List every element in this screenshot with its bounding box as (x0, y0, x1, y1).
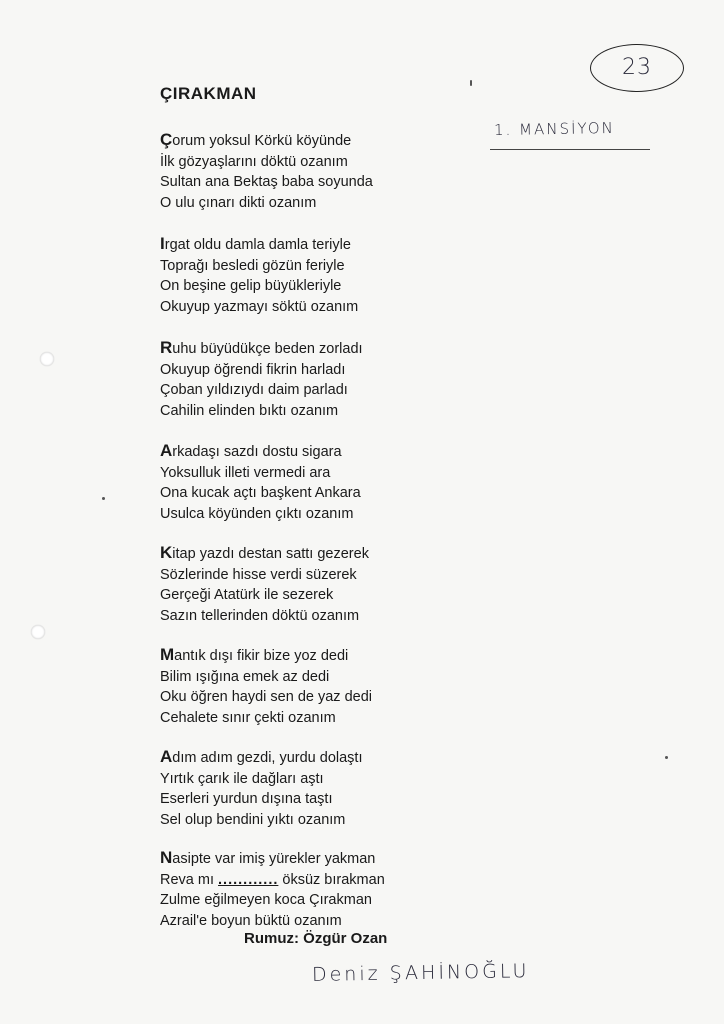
line-text: öksüz bırakman (278, 871, 385, 888)
poem-line: Sultan ana Bektaş baba soyunda (160, 174, 373, 190)
poem-line: Sel olup bendini yıktı ozanım (160, 811, 346, 828)
line-text: antık dışı fikir bize yoz dedi (174, 648, 349, 664)
stanza (160, 848, 385, 931)
poem-line: Oku öğren haydi sen de yaz dedi (160, 689, 372, 705)
poem-line (160, 848, 385, 870)
stanza-initial: M (160, 645, 175, 664)
award-note: 1. MANSİYON (493, 118, 615, 140)
stanza-initial: Ç (160, 130, 173, 149)
poem-line: Cahilin elinden bıktı ozanım (160, 402, 339, 419)
paper-speck (665, 756, 668, 759)
line-text: rkadaşı sazdı dostu sigara (172, 444, 342, 460)
stanza (160, 747, 363, 830)
poem-line: İlk gözyaşlarını döktü ozanım (160, 153, 348, 170)
signature: Deniz ŞAHİNOĞLU (311, 960, 530, 986)
poem-line (160, 338, 363, 360)
poem-line: Çoban yıldızıydı daim parladı (160, 382, 348, 398)
poem-line: Sazın tellerinden döktü ozanım (160, 607, 360, 624)
stanza (160, 338, 363, 421)
line-text: orum yoksul Körkü köyünde (172, 133, 352, 149)
poem-line: On beşine gelip büyükleriyle (160, 278, 342, 294)
pseudonym: Rumuz: Özgür Ozan (244, 930, 388, 947)
stanza-initial: I (160, 234, 165, 253)
line-text: itap yazdı destan sattı gezerek (172, 546, 369, 562)
poem-line: Sözlerinde hisse verdi süzerek (160, 566, 357, 583)
poem-line (160, 747, 363, 769)
poem-line: Bilim ışığına emek az dedi (160, 668, 330, 685)
line-text: rgat oldu damla damla teriyle (164, 237, 351, 253)
line-text: asipte var imiş yürekler yakman (172, 851, 376, 867)
poem-line: Eserleri yurdun dışına taştı (160, 791, 333, 807)
punch-hole (31, 625, 45, 639)
poem-line (160, 234, 358, 256)
poem-line: Ona kucak açtı başkent Ankara (160, 485, 361, 501)
paper-speck (102, 497, 105, 500)
line-text: dım adım gezdi, yurdu dolaştı (172, 750, 363, 766)
stanza-initial: R (160, 338, 173, 357)
poem-line: Okuyup yazmayı söktü ozanım (160, 298, 359, 315)
page-number: 23 (590, 44, 684, 92)
poem-line: Okuyup öğrendi fikrin harladı (160, 361, 346, 378)
stanza-initial: A (160, 747, 173, 766)
stanza (160, 130, 373, 213)
poem-line: Toprağı besledi gözün feriyle (160, 257, 345, 274)
poem-line (160, 543, 369, 565)
poem-title: ÇIRAKMAN (160, 84, 257, 103)
stanza-initial: K (160, 543, 173, 562)
poem-line (160, 441, 361, 463)
poem-line: Zulme eğilmeyen koca Çırakman (160, 892, 372, 908)
blank-placeholder: ............ (218, 871, 279, 888)
stanza (160, 543, 369, 626)
stanza (160, 441, 361, 524)
poem-line (160, 870, 385, 891)
poem-line: Yırtık çarık ile dağları aştı (160, 770, 324, 787)
stanza (160, 645, 372, 728)
paper-speck (470, 80, 472, 86)
poem-line (160, 130, 373, 152)
poem-line: Gerçeği Atatürk ile sezerek (160, 587, 334, 603)
poem-line: Azrail'e boyun büktü ozanım (160, 912, 342, 929)
poem-line: Usulca köyünden çıktı ozanım (160, 505, 354, 522)
stanza-initial: N (160, 848, 173, 867)
poem-line: O ulu çınarı dikti ozanım (160, 194, 317, 211)
poem-line: Yoksulluk illeti vermedi ara (160, 464, 331, 481)
poem-line (160, 645, 372, 667)
line-text: uhu büyüdükçe beden zorladı (172, 341, 363, 357)
award-underline (490, 149, 650, 150)
stanza (160, 234, 358, 317)
poem-line: Cehalete sınır çekti ozanım (160, 709, 336, 726)
stanza-initial: A (160, 441, 173, 460)
line-text: Reva mı (160, 871, 214, 888)
punch-hole (40, 352, 54, 366)
